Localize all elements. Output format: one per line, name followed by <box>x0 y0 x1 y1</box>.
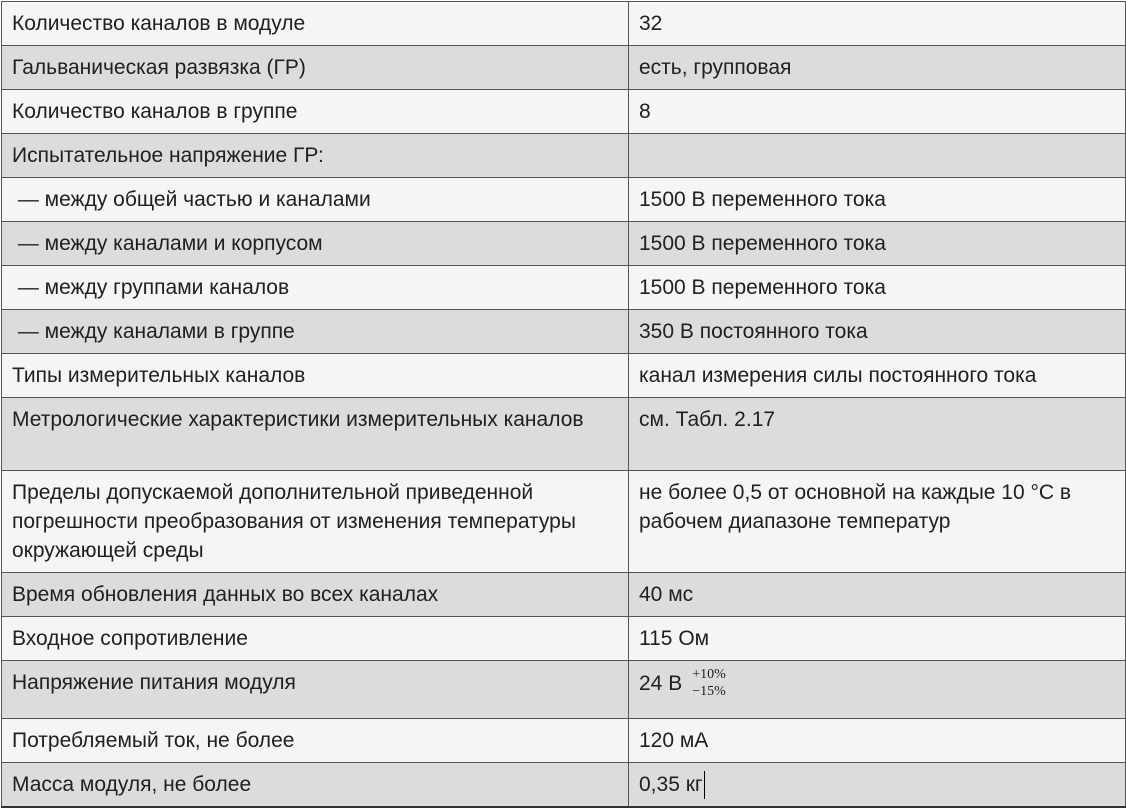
text-cursor <box>704 771 705 799</box>
value-cell: канал измерения силы постоянного тока <box>629 354 1126 398</box>
value-cell[interactable] <box>629 763 1126 808</box>
value-cell: 40 мс <box>629 573 1126 617</box>
table-row <box>2 471 1126 573</box>
value-cell: есть, групповая <box>629 46 1126 90</box>
value-cell: 1500 В переменного тока <box>629 222 1126 266</box>
tolerance-minus: −15% <box>692 684 726 699</box>
param-cell: — между группами каналов <box>2 266 629 310</box>
table-row <box>2 719 1126 763</box>
table-row <box>2 178 1126 222</box>
table-row <box>2 661 1126 719</box>
supply-voltage-value: 24 В <box>639 671 683 695</box>
value-cell: 8 <box>629 90 1126 134</box>
param-cell: — между каналами в группе <box>2 310 629 354</box>
param-cell: Количество каналов в модуле <box>2 2 629 46</box>
param-cell: Гальваническая развязка (ГР) <box>2 46 629 90</box>
value-cell: 32 <box>629 2 1126 46</box>
param-cell: — между общей частью и каналами <box>2 178 629 222</box>
param-cell: Время обновления данных во всех каналах <box>2 573 629 617</box>
table-row <box>2 763 1126 808</box>
value-cell: 1500 В переменного тока <box>629 178 1126 222</box>
table-row <box>2 266 1126 310</box>
param-cell: Метрологические характеристики измерительных каналов <box>2 398 629 471</box>
value-cell <box>629 134 1126 178</box>
table-row <box>2 354 1126 398</box>
value-cell: см. Табл. 2.17 <box>629 398 1126 471</box>
param-cell: Испытательное напряжение ГР: <box>2 134 629 178</box>
value-cell: 1500 В переменного тока <box>629 266 1126 310</box>
param-cell: Пределы допускаемой дополнительной приведенной погрешности преобразования от изменения температуры окружающей среды <box>2 471 629 573</box>
table-row <box>2 573 1126 617</box>
param-cell: — между каналами и корпусом <box>2 222 629 266</box>
param-cell: Потребляемый ток, не более <box>2 719 629 763</box>
table-row <box>2 222 1126 266</box>
param-cell: Типы измерительных каналов <box>2 354 629 398</box>
tolerance-plus: +10% <box>692 667 726 682</box>
value-cell: 350 В постоянного тока <box>629 310 1126 354</box>
value-cell <box>629 661 1126 719</box>
table-row <box>2 46 1126 90</box>
spec-table <box>1 1 1126 808</box>
table-row <box>2 310 1126 354</box>
param-cell: Количество каналов в группе <box>2 90 629 134</box>
table-row <box>2 2 1126 46</box>
table-row <box>2 617 1126 661</box>
param-cell: Масса модуля, не более <box>2 763 629 808</box>
param-cell: Входное сопротивление <box>2 617 629 661</box>
value-cell: не более 0,5 от основной на каждые 10 °С в рабочем диапазоне температур <box>629 471 1126 573</box>
table-row <box>2 90 1126 134</box>
mass-value[interactable]: 0,35 кг <box>639 773 703 796</box>
param-cell: Напряжение питания модуля <box>2 661 629 719</box>
value-cell: 115 Ом <box>629 617 1126 661</box>
voltage-tolerance <box>692 666 726 700</box>
value-cell: 120 мА <box>629 719 1126 763</box>
table-row <box>2 398 1126 471</box>
table-row <box>2 134 1126 178</box>
